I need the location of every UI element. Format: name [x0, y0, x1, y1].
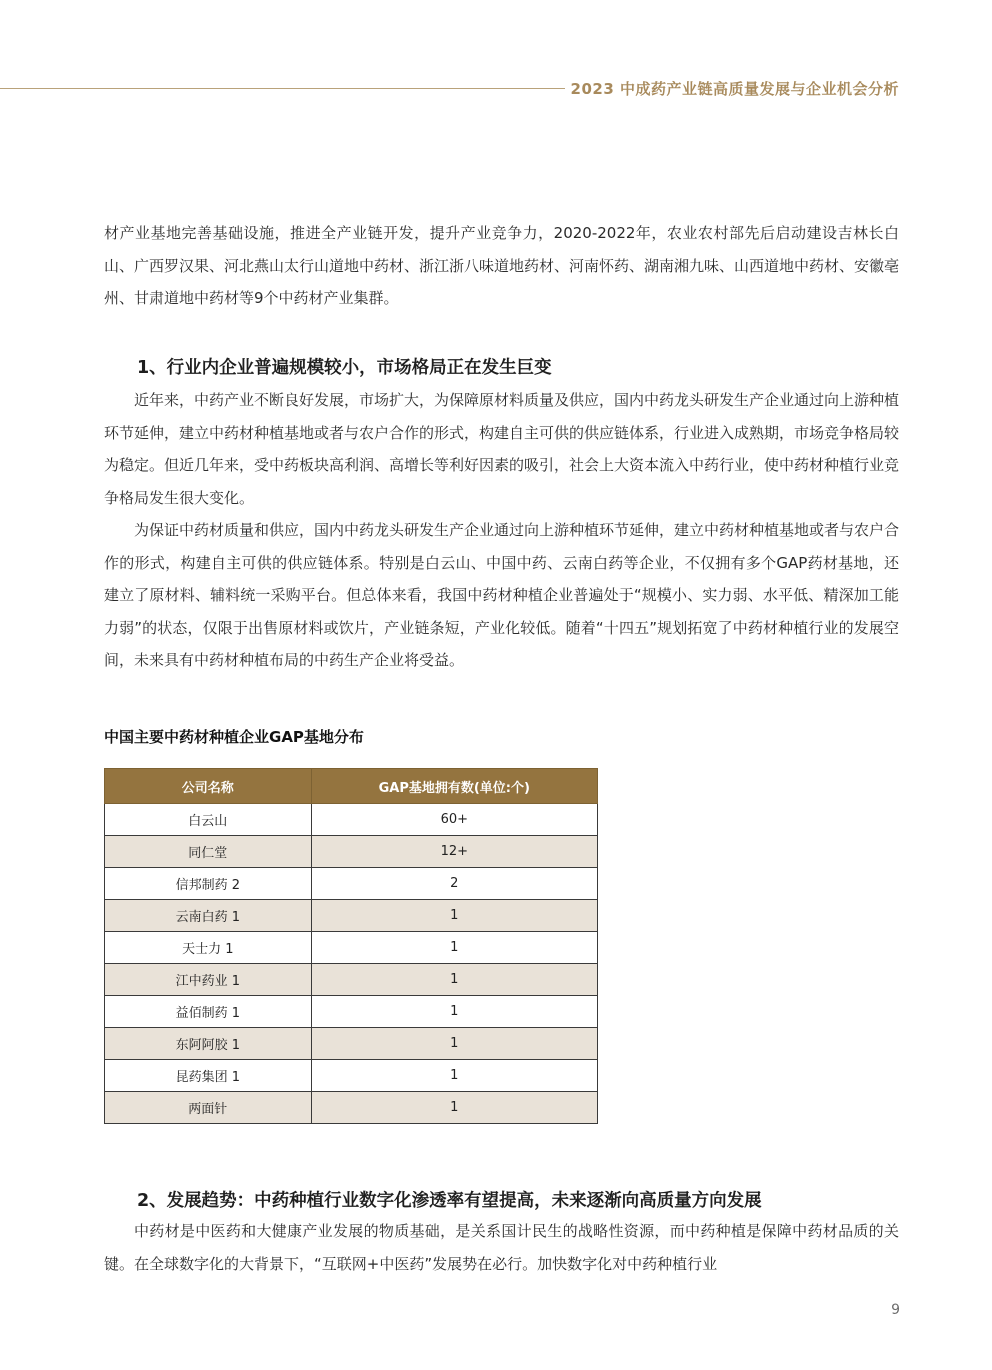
company-name-cell: 益佰制药 1 [105, 996, 312, 1028]
table-caption: 中国主要中药材种植企业GAP基地分布 [104, 728, 364, 746]
table-row [105, 868, 598, 900]
section-2-paragraph: 中药材是中医药和大健康产业发展的物质基础，是关系国计民生的战略性资源，而中药种植是保障中药材品质的关键。在全球数字化的大背景下，“互联网+中医药”发展势在必行。加快数字化对中药种植行业 [104, 1222, 899, 1273]
table-row [105, 804, 598, 836]
section-1-paragraph-2: 为保证中药材质量和供应，国内中药龙头研发生产企业通过向上游种植环节延伸，建立中药材种植基地或者与农户合作的形式，构建自主可供的供应链体系。特别是白云山、中国中药、云南白药等企业，不仅拥有多个GAP药材基地，还建立了原材料、辅料统一采购平台。但总体来看，我国中药材种植企业普遍处于“规模小、实力弱、水平低、精深加工能力弱”的状态，仅限于出售原材料或饮片，产业链条短，产业化较低。随着“十四五”规划拓宽了中药材种植行业的发展空间，未来具有中药材种植布局的中药生产企业将受益。 [104, 521, 900, 669]
intro-paragraph: 材产业基地完善基础设施，推进全产业链开发，提升产业竞争力，2020-2022年，农业农村部先后启动建设吉林长白山、广西罗汉果、河北燕山太行山道地中药材、浙江浙八味道地药材、河南怀药、湖南湘九味、山西道地中药材、安徽亳州、甘肃道地中药材等9个中药材产业集群。 [104, 224, 900, 307]
company-name-cell: 两面针 [105, 1092, 312, 1124]
gap-count-cell: 1 [311, 932, 597, 964]
company-name-cell: 信邦制药 2 [105, 868, 312, 900]
gap-count-cell: 1 [311, 996, 597, 1028]
page-number: 9 [891, 1302, 900, 1318]
table-row [105, 1028, 598, 1060]
gap-count-cell: 1 [311, 1092, 597, 1124]
company-name-cell: 天士力 1 [105, 932, 312, 964]
section-1-heading: 1、行业内企业普遍规模较小，市场格局正在发生巨变 [137, 358, 552, 378]
company-name-cell: 昆药集团 1 [105, 1060, 312, 1092]
table-row [105, 1060, 598, 1092]
company-name-cell: 云南白药 1 [105, 900, 312, 932]
table-row [105, 900, 598, 932]
table-row [105, 932, 598, 964]
table-row [105, 964, 598, 996]
section-2-heading: 2、发展趋势：中药种植行业数字化渗透率有望提高，未来逐渐向高质量方向发展 [137, 1191, 762, 1211]
table-row [105, 996, 598, 1028]
gap-count-cell: 60+ [311, 804, 597, 836]
company-name-cell: 东阿阿胶 1 [105, 1028, 312, 1060]
gap-count-cell: 12+ [311, 836, 597, 868]
company-name-cell: 白云山 [105, 804, 312, 836]
company-name-cell: 江中药业 1 [105, 964, 312, 996]
report-header-title: 2023 中成药产业链高质量发展与企业机会分析 [570, 80, 899, 98]
gap-count-cell: 1 [311, 900, 597, 932]
gap-count-cell: 1 [311, 1028, 597, 1060]
gap-count-cell: 1 [311, 1060, 597, 1092]
table-row [105, 836, 598, 868]
intro-section [104, 217, 899, 315]
column-header-gap-count: GAP基地拥有数(单位:个) [311, 769, 597, 804]
company-name-cell: 同仁堂 [105, 836, 312, 868]
section-2-body [104, 1215, 899, 1280]
section-1-paragraph-1: 近年来，中药产业不断良好发展，市场扩大，为保障原材料质量及供应，国内中药龙头研发生产企业通过向上游种植环节延伸，建立中药材种植基地或者与农户合作的形式，构建自主可供的供应链体系，行业进入成熟期，市场竞争格局较为稳定。但近几年来，受中药板块高利润、高增长等利好因素的吸引，社会上大资本流入中药行业，使中药材种植行业竞争格局发生很大变化。 [104, 391, 900, 507]
table-header-row [105, 769, 598, 804]
gap-base-table [104, 768, 598, 1124]
gap-count-cell: 2 [311, 868, 597, 900]
table-row [105, 1092, 598, 1124]
column-header-company: 公司名称 [105, 769, 312, 804]
section-1-body [104, 384, 899, 677]
gap-count-cell: 1 [311, 964, 597, 996]
header-rule [0, 88, 565, 89]
